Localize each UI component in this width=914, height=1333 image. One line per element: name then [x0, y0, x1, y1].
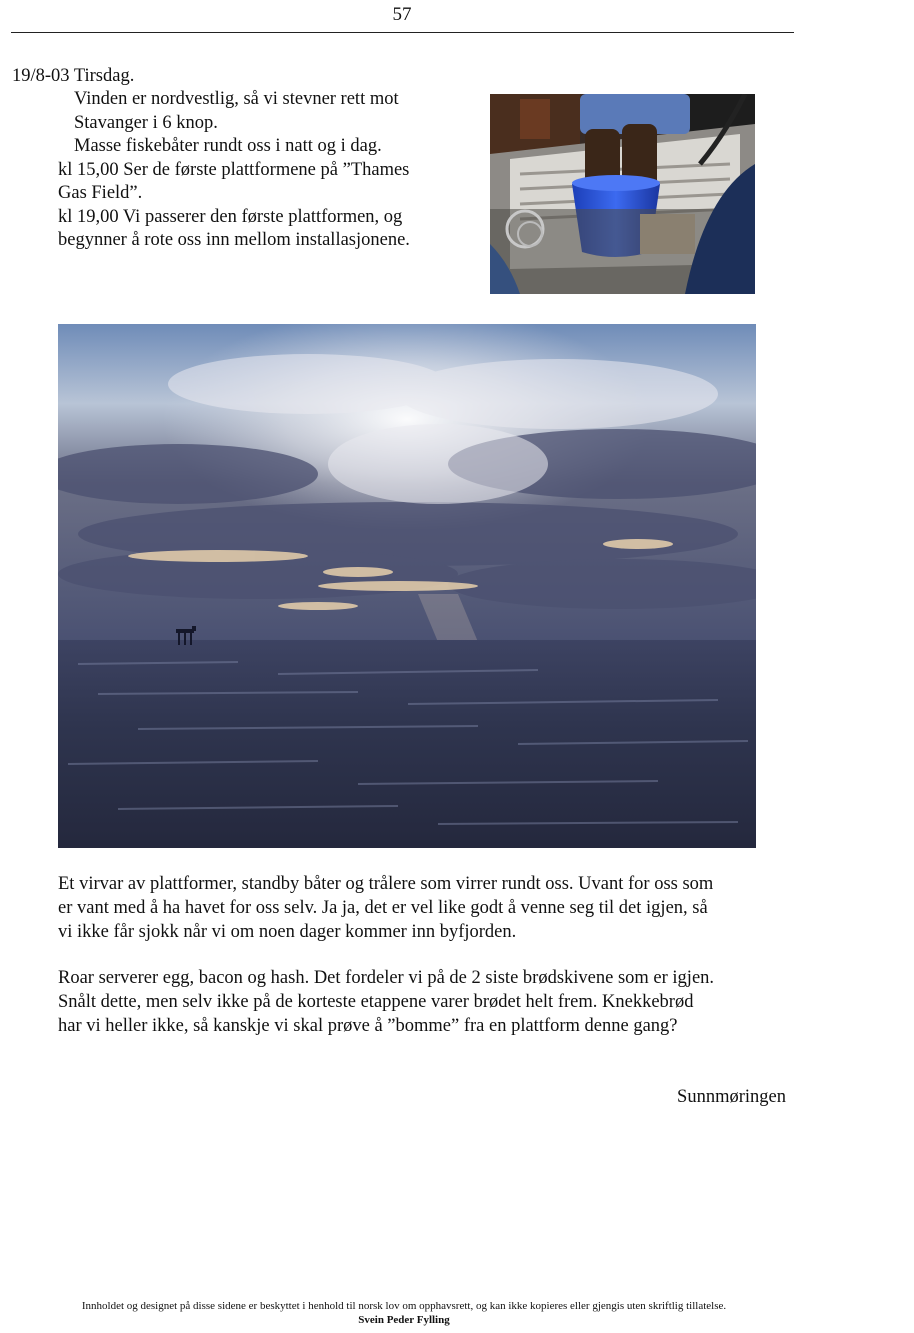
- log-entry-text: kl 15,00 Ser de første plattformene på ”Thames: [58, 159, 410, 180]
- paragraph: [58, 872, 798, 944]
- log-entry-continuation: Gas Field”.: [58, 183, 143, 203]
- log-entry-text: kl 19,00 Vi passerer den første plattformen, og: [58, 206, 403, 227]
- signature: Sunnmøringen: [677, 1087, 786, 1107]
- date-line: 19/8-03 Tirsdag.: [12, 66, 135, 86]
- log-entry: [58, 159, 478, 206]
- log-entry-continuation: Stavanger i 6 knop.: [74, 112, 218, 133]
- copyright-notice: Innholdet og designet på disse sidene er beskyttet i henhold til norsk lov om opphavsrett, og kan ikke kopieres eller gjengis uten skriftlig tillatelse.: [81, 1300, 727, 1312]
- paragraph: [58, 966, 798, 1038]
- footer-author: Svein Peder Fylling: [358, 1314, 450, 1326]
- log-entry: [58, 135, 478, 159]
- page-number: 57: [392, 4, 412, 25]
- header-rule: [11, 32, 794, 33]
- bucket-photo: [490, 94, 755, 294]
- log-entry: [58, 206, 478, 253]
- paragraph-line: Snålt dette, men selv ikke på de korteste etappene varer brødet helt frem. Knekkebrød: [58, 992, 694, 1012]
- log-entry-continuation: begynner å rote oss inn mellom installasjonene.: [58, 230, 410, 250]
- paragraph-line: er vant med å ha havet for oss selv. Ja ja, det er vel like godt å venne seg til det igjen, så: [58, 898, 708, 918]
- paragraph-line: Roar serverer egg, bacon og hash. Det fordeler vi på de 2 siste brødskivene som er igjen.: [58, 968, 715, 988]
- paragraph-line: har vi heller ikke, så kanskje vi skal prøve å ”bomme” fra en plattform denne gang?: [58, 1016, 678, 1036]
- log-entry: [58, 88, 478, 135]
- log-entries: [58, 88, 478, 253]
- sea-photo: [58, 324, 756, 848]
- log-entry-text: Masse fiskebåter rundt oss i natt og i dag.: [74, 136, 382, 156]
- footer: [0, 1299, 808, 1327]
- paragraph-line: vi ikke får sjokk når vi om noen dager kommer inn byfjorden.: [58, 922, 517, 942]
- log-entry-text: Vinden er nordvestlig, så vi stevner rett mot: [74, 89, 399, 109]
- paragraph-line: Et virvar av plattformer, standby båter og trålere som virrer rundt oss. Uvant for oss som: [58, 874, 714, 894]
